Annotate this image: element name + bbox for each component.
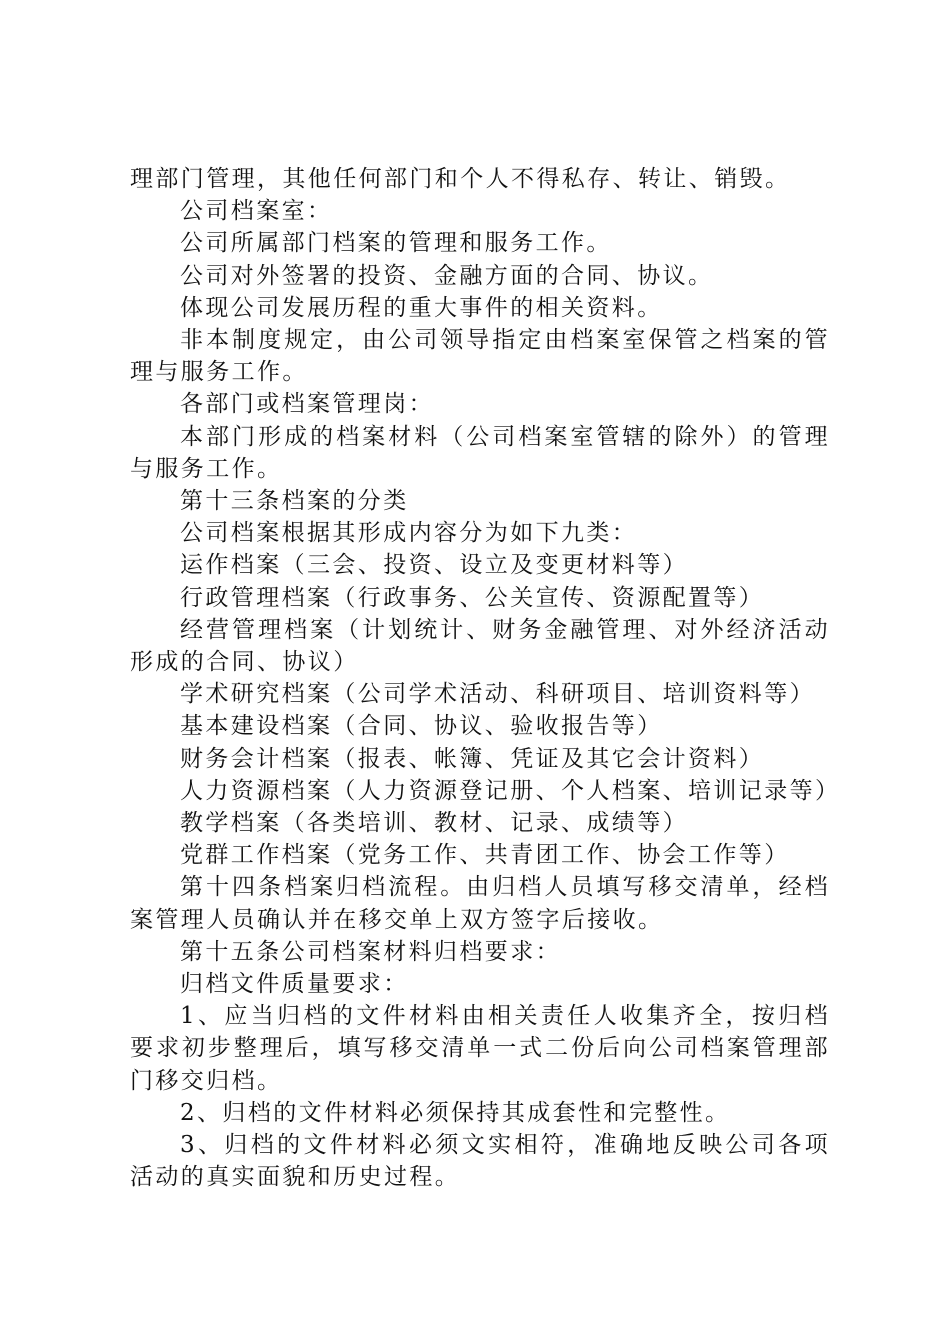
paragraph-5: 体现公司发展历程的重大事件的相关资料。	[180, 294, 663, 321]
paragraph-15: 基本建设档案（合同、协议、验收报告等）	[180, 713, 663, 740]
paragraph-12: 行政管理档案（行政事务、公关宣传、资源配置等）	[180, 584, 765, 611]
paragraph-14: 学术研究档案（公司学术活动、科研项目、培训资料等）	[180, 681, 815, 708]
paragraph-20: 第十四条档案归档流程。由归档人员填写移交清单，经档案管理人员确认并在移交单上双方签字后接收。	[130, 874, 830, 933]
paragraph-16: 财务会计档案（报表、帐簿、凭证及其它会计资料）	[180, 745, 765, 772]
paragraph-24: 2、归档的文件材料必须保持其成套性和完整性。	[180, 1099, 731, 1126]
paragraph-9: 第十三条档案的分类	[180, 488, 409, 515]
paragraph-13: 经营管理档案（计划统计、财务金融管理、对外经济活动形成的合同、协议）	[130, 616, 830, 676]
paragraph-21: 第十五条公司档案材料归档要求：	[180, 938, 561, 965]
paragraph-10: 公司档案根据其形成内容分为如下九类：	[180, 520, 638, 547]
paragraph-22: 归档文件质量要求：	[180, 971, 409, 998]
paragraph-6: 非本制度规定，由公司领导指定由档案室保管之档案的管理与服务工作。	[130, 327, 830, 386]
paragraph-7: 各部门或档案管理岗：	[180, 391, 434, 418]
paragraph-4: 公司对外签署的投资、金融方面的合同、协议。	[180, 262, 714, 289]
paragraph-11: 运作档案（三会、投资、设立及变更材料等）	[180, 552, 688, 579]
paragraph-3: 公司所属部门档案的管理和服务工作。	[180, 230, 612, 257]
document-page	[130, 163, 841, 1194]
paragraph-23: 1、应当归档的文件材料由相关责任人收集齐全，按归档要求初步整理后，填写移交清单一式二份后向公司档案管理部门移交归档。	[130, 1003, 830, 1094]
paragraph-19: 党群工作档案（党务工作、共青团工作、协会工作等）	[180, 842, 790, 869]
paragraph-18: 教学档案（各类培训、教材、记录、成绩等）	[180, 810, 688, 837]
paragraph-8: 本部门形成的档案材料（公司档案室管辖的除外）的管理与服务工作。	[130, 423, 830, 482]
paragraph-25: 3、归档的文件材料必须文实相符，准确地反映公司各项活动的真实面貌和历史过程。	[130, 1132, 830, 1191]
paragraph-2: 公司档案室：	[180, 198, 333, 225]
paragraph-1: 理部门管理，其他任何部门和个人不得私存、转让、销毁。	[130, 166, 791, 192]
paragraph-17: 人力资源档案（人力资源登记册、个人档案、培训记录等）	[180, 777, 841, 804]
